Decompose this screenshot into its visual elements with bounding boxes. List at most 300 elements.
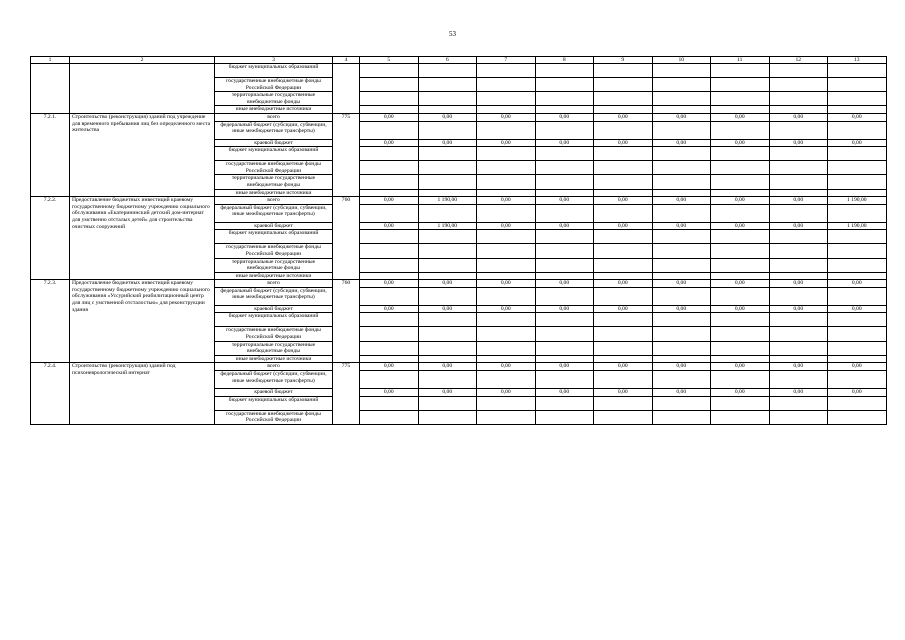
value-cell bbox=[652, 272, 711, 280]
value-cell: 0,00 bbox=[535, 197, 594, 205]
value-cell bbox=[360, 244, 419, 258]
value-cell bbox=[828, 244, 887, 258]
value-cell bbox=[652, 78, 711, 92]
value-cell bbox=[711, 92, 770, 106]
funding-source-label: краевой бюджет bbox=[215, 222, 333, 230]
value-cell bbox=[769, 106, 828, 114]
value-cell bbox=[477, 272, 536, 280]
value-cell bbox=[418, 92, 477, 106]
value-cell bbox=[535, 244, 594, 258]
value-cell bbox=[535, 313, 594, 327]
value-cell bbox=[711, 272, 770, 280]
table-row bbox=[31, 113, 887, 121]
value-cell bbox=[594, 258, 653, 272]
value-cell bbox=[828, 175, 887, 189]
value-cell: 0,00 bbox=[769, 280, 828, 288]
value-cell: 0,00 bbox=[652, 139, 711, 147]
value-cell bbox=[594, 204, 653, 222]
value-cell bbox=[652, 64, 711, 78]
value-cell bbox=[418, 147, 477, 161]
value-cell bbox=[418, 371, 477, 389]
value-cell bbox=[535, 175, 594, 189]
funding-source-label: федеральный бюджет (субсидии, субвенции, иные межбюджетные трансферты) bbox=[215, 204, 333, 222]
code-cell: 760 bbox=[333, 197, 360, 280]
header-cell: 1 bbox=[31, 57, 70, 64]
value-cell bbox=[418, 258, 477, 272]
header-cell: 4 bbox=[333, 57, 360, 64]
value-cell bbox=[769, 230, 828, 244]
value-cell bbox=[652, 341, 711, 355]
value-cell bbox=[711, 396, 770, 410]
value-cell bbox=[360, 106, 419, 114]
value-cell: 1 190,00 bbox=[828, 222, 887, 230]
value-cell: 0,00 bbox=[360, 305, 419, 313]
value-cell bbox=[828, 327, 887, 341]
section-name-cell: Строительство (реконструкция) зданий под психоневрологический интернат bbox=[70, 363, 215, 424]
value-cell bbox=[828, 204, 887, 222]
value-cell: 0,00 bbox=[652, 197, 711, 205]
value-cell bbox=[360, 64, 419, 78]
value-cell bbox=[360, 92, 419, 106]
code-cell: 760 bbox=[333, 280, 360, 363]
value-cell bbox=[535, 121, 594, 139]
value-cell bbox=[828, 341, 887, 355]
value-cell bbox=[652, 313, 711, 327]
value-cell bbox=[477, 244, 536, 258]
value-cell bbox=[594, 327, 653, 341]
value-cell bbox=[769, 64, 828, 78]
value-cell: 0,00 bbox=[418, 113, 477, 121]
value-cell bbox=[769, 287, 828, 305]
value-cell: 0,00 bbox=[360, 222, 419, 230]
page-number: 53 bbox=[449, 30, 456, 38]
section-number-cell: 7.2.1. bbox=[31, 113, 70, 196]
value-cell bbox=[828, 64, 887, 78]
value-cell bbox=[711, 258, 770, 272]
value-cell: 0,00 bbox=[769, 305, 828, 313]
value-cell: 0,00 bbox=[652, 389, 711, 397]
value-cell: 0,00 bbox=[594, 280, 653, 288]
value-cell bbox=[652, 175, 711, 189]
value-cell bbox=[535, 272, 594, 280]
value-cell bbox=[418, 78, 477, 92]
value-cell: 0,00 bbox=[594, 113, 653, 121]
value-cell bbox=[360, 258, 419, 272]
funding-source-label: иные внебюджетные источники bbox=[215, 189, 333, 197]
value-cell bbox=[418, 106, 477, 114]
value-cell: 0,00 bbox=[535, 389, 594, 397]
value-cell bbox=[594, 313, 653, 327]
section-name-cell: Предоставление бюджетных инвестиций краевому государственному бюджетному учреждению социального обслуживания «Екатерининский детский дом-интернат для умственно отсталых детей» для строительства очистных сооружений bbox=[70, 197, 215, 280]
header-cell: 11 bbox=[711, 57, 770, 64]
value-cell bbox=[418, 121, 477, 139]
value-cell bbox=[418, 244, 477, 258]
value-cell bbox=[652, 204, 711, 222]
header-cell: 8 bbox=[535, 57, 594, 64]
header-cell: 6 bbox=[418, 57, 477, 64]
funding-source-label: краевой бюджет bbox=[215, 389, 333, 397]
value-cell bbox=[477, 189, 536, 197]
value-cell bbox=[769, 341, 828, 355]
value-cell bbox=[477, 230, 536, 244]
value-cell bbox=[769, 371, 828, 389]
funding-source-label: иные внебюджетные источники bbox=[215, 355, 333, 363]
value-cell: 0,00 bbox=[360, 113, 419, 121]
funding-source-label: государственные внебюджетные фонды Российской Федерации bbox=[215, 327, 333, 341]
value-cell bbox=[828, 106, 887, 114]
value-cell bbox=[418, 64, 477, 78]
value-cell bbox=[769, 78, 828, 92]
value-cell bbox=[769, 204, 828, 222]
value-cell: 0,00 bbox=[535, 363, 594, 371]
value-cell bbox=[477, 175, 536, 189]
value-cell bbox=[594, 287, 653, 305]
value-cell bbox=[711, 189, 770, 197]
value-cell bbox=[828, 147, 887, 161]
funding-source-label: всего bbox=[215, 363, 333, 371]
value-cell: 1 190,00 bbox=[418, 222, 477, 230]
value-cell bbox=[535, 341, 594, 355]
value-cell bbox=[652, 244, 711, 258]
value-cell bbox=[594, 161, 653, 175]
value-cell bbox=[594, 189, 653, 197]
funding-source-label: государственные внебюджетные фонды Российской Федерации bbox=[215, 410, 333, 424]
value-cell bbox=[594, 355, 653, 363]
value-cell bbox=[711, 161, 770, 175]
value-cell: 0,00 bbox=[535, 280, 594, 288]
value-cell bbox=[360, 371, 419, 389]
header-cell: 5 bbox=[360, 57, 419, 64]
value-cell bbox=[477, 396, 536, 410]
value-cell bbox=[594, 371, 653, 389]
value-cell bbox=[477, 78, 536, 92]
value-cell bbox=[769, 258, 828, 272]
value-cell bbox=[535, 78, 594, 92]
value-cell bbox=[360, 78, 419, 92]
value-cell bbox=[711, 327, 770, 341]
funding-source-label: бюджет муниципальных образований bbox=[215, 313, 333, 327]
budget-table bbox=[30, 56, 887, 425]
value-cell: 0,00 bbox=[594, 197, 653, 205]
value-cell bbox=[652, 371, 711, 389]
value-cell bbox=[711, 371, 770, 389]
section-name-cell: Предоставление бюджетных инвестиций краевому государственному бюджетному учреждению социального обслуживания «Уссурийский реабилитационный центр для лиц с умственной отсталостью» для реконструкции здания bbox=[70, 280, 215, 363]
value-cell bbox=[769, 355, 828, 363]
value-cell bbox=[711, 244, 770, 258]
value-cell bbox=[828, 410, 887, 424]
value-cell: 0,00 bbox=[828, 113, 887, 121]
funding-source-label: федеральный бюджет (субсидии, субвенции, иные межбюджетные трансферты) bbox=[215, 287, 333, 305]
value-cell: 0,00 bbox=[711, 280, 770, 288]
value-cell bbox=[535, 287, 594, 305]
value-cell bbox=[360, 410, 419, 424]
value-cell bbox=[418, 175, 477, 189]
value-cell: 0,00 bbox=[594, 363, 653, 371]
value-cell bbox=[594, 106, 653, 114]
section-name-cell bbox=[70, 64, 215, 114]
value-cell: 0,00 bbox=[360, 389, 419, 397]
code-cell: 775 bbox=[333, 113, 360, 196]
value-cell bbox=[652, 189, 711, 197]
value-cell: 0,00 bbox=[594, 139, 653, 147]
value-cell: 0,00 bbox=[535, 139, 594, 147]
value-cell: 0,00 bbox=[711, 222, 770, 230]
funding-source-label: бюджет муниципальных образований bbox=[215, 147, 333, 161]
value-cell bbox=[477, 313, 536, 327]
value-cell bbox=[828, 121, 887, 139]
value-cell: 0,00 bbox=[711, 197, 770, 205]
value-cell bbox=[594, 121, 653, 139]
table-row bbox=[31, 197, 887, 205]
value-cell: 0,00 bbox=[711, 363, 770, 371]
header-cell: 3 bbox=[215, 57, 333, 64]
table-header-row bbox=[31, 57, 887, 64]
value-cell: 0,00 bbox=[711, 113, 770, 121]
value-cell: 0,00 bbox=[594, 222, 653, 230]
section-name-cell: Строительство (реконструкция) зданий под учреждение для временного пребывания лиц без определенного места жительства bbox=[70, 113, 215, 196]
header-cell: 2 bbox=[70, 57, 215, 64]
value-cell bbox=[652, 147, 711, 161]
value-cell bbox=[594, 396, 653, 410]
value-cell bbox=[418, 396, 477, 410]
section-number-cell bbox=[31, 64, 70, 114]
header-cell: 12 bbox=[769, 57, 828, 64]
value-cell bbox=[594, 147, 653, 161]
value-cell bbox=[477, 410, 536, 424]
value-cell bbox=[711, 355, 770, 363]
table-row bbox=[31, 64, 887, 78]
value-cell bbox=[594, 244, 653, 258]
value-cell: 0,00 bbox=[477, 389, 536, 397]
value-cell bbox=[477, 92, 536, 106]
value-cell bbox=[477, 64, 536, 78]
value-cell bbox=[711, 78, 770, 92]
value-cell: 0,00 bbox=[477, 222, 536, 230]
value-cell: 0,00 bbox=[477, 305, 536, 313]
value-cell bbox=[477, 106, 536, 114]
value-cell bbox=[535, 92, 594, 106]
value-cell bbox=[477, 341, 536, 355]
value-cell bbox=[828, 355, 887, 363]
value-cell bbox=[535, 147, 594, 161]
section-number-cell: 7.2.2. bbox=[31, 197, 70, 280]
funding-source-label: территориальные государственные внебюджетные фонды bbox=[215, 341, 333, 355]
value-cell: 0,00 bbox=[594, 389, 653, 397]
value-cell: 0,00 bbox=[652, 222, 711, 230]
value-cell: 0,00 bbox=[652, 305, 711, 313]
value-cell bbox=[477, 371, 536, 389]
code-cell bbox=[333, 64, 360, 114]
header-cell: 9 bbox=[594, 57, 653, 64]
section-number-cell: 7.2.4. bbox=[31, 363, 70, 424]
value-cell bbox=[418, 341, 477, 355]
section-number-cell: 7.2.3. bbox=[31, 280, 70, 363]
funding-source-label: бюджет муниципальных образований bbox=[215, 230, 333, 244]
value-cell: 0,00 bbox=[418, 305, 477, 313]
value-cell bbox=[769, 147, 828, 161]
funding-source-label: территориальные государственные внебюджетные фонды bbox=[215, 175, 333, 189]
value-cell bbox=[769, 161, 828, 175]
value-cell: 0,00 bbox=[360, 280, 419, 288]
funding-source-label: территориальные государственные внебюджетные фонды bbox=[215, 258, 333, 272]
value-cell bbox=[418, 161, 477, 175]
funding-source-label: всего bbox=[215, 280, 333, 288]
value-cell: 0,00 bbox=[535, 113, 594, 121]
value-cell bbox=[535, 64, 594, 78]
value-cell bbox=[477, 161, 536, 175]
value-cell: 0,00 bbox=[711, 139, 770, 147]
value-cell bbox=[360, 355, 419, 363]
funding-source-label: государственные внебюджетные фонды Российской Федерации bbox=[215, 161, 333, 175]
value-cell bbox=[828, 78, 887, 92]
value-cell bbox=[418, 287, 477, 305]
value-cell bbox=[711, 410, 770, 424]
value-cell bbox=[360, 121, 419, 139]
value-cell: 0,00 bbox=[711, 389, 770, 397]
funding-source-label: федеральный бюджет (субсидии, субвенции, иные межбюджетные трансферты) bbox=[215, 371, 333, 389]
value-cell bbox=[418, 313, 477, 327]
value-cell: 0,00 bbox=[652, 280, 711, 288]
value-cell bbox=[477, 258, 536, 272]
value-cell bbox=[828, 258, 887, 272]
funding-source-label: краевой бюджет bbox=[215, 305, 333, 313]
value-cell bbox=[535, 355, 594, 363]
value-cell bbox=[711, 147, 770, 161]
value-cell bbox=[594, 341, 653, 355]
value-cell bbox=[477, 147, 536, 161]
value-cell bbox=[769, 272, 828, 280]
value-cell bbox=[652, 121, 711, 139]
value-cell bbox=[418, 327, 477, 341]
funding-source-label: всего bbox=[215, 113, 333, 121]
value-cell: 0,00 bbox=[828, 139, 887, 147]
value-cell bbox=[769, 410, 828, 424]
value-cell bbox=[769, 175, 828, 189]
value-cell bbox=[769, 327, 828, 341]
value-cell bbox=[652, 92, 711, 106]
funding-source-label: государственные внебюджетные фонды Российской Федерации bbox=[215, 244, 333, 258]
value-cell bbox=[360, 287, 419, 305]
value-cell bbox=[418, 189, 477, 197]
funding-source-label: иные внебюджетные источники bbox=[215, 272, 333, 280]
value-cell bbox=[652, 396, 711, 410]
value-cell bbox=[711, 230, 770, 244]
value-cell bbox=[594, 230, 653, 244]
value-cell bbox=[477, 204, 536, 222]
value-cell bbox=[652, 410, 711, 424]
header-cell: 7 bbox=[477, 57, 536, 64]
funding-source-label: государственные внебюджетные фонды Российской Федерации bbox=[215, 78, 333, 92]
value-cell bbox=[594, 78, 653, 92]
value-cell: 0,00 bbox=[477, 139, 536, 147]
funding-source-label: краевой бюджет bbox=[215, 139, 333, 147]
value-cell bbox=[360, 230, 419, 244]
value-cell: 0,00 bbox=[418, 363, 477, 371]
value-cell bbox=[535, 230, 594, 244]
value-cell bbox=[769, 121, 828, 139]
value-cell bbox=[418, 204, 477, 222]
value-cell bbox=[594, 175, 653, 189]
value-cell bbox=[477, 287, 536, 305]
value-cell bbox=[711, 64, 770, 78]
value-cell bbox=[828, 371, 887, 389]
value-cell: 0,00 bbox=[828, 363, 887, 371]
value-cell bbox=[594, 92, 653, 106]
value-cell bbox=[360, 147, 419, 161]
value-cell bbox=[711, 121, 770, 139]
value-cell bbox=[711, 341, 770, 355]
value-cell bbox=[828, 189, 887, 197]
value-cell bbox=[418, 230, 477, 244]
value-cell bbox=[652, 230, 711, 244]
header-cell: 13 bbox=[828, 57, 887, 64]
value-cell: 0,00 bbox=[769, 389, 828, 397]
value-cell bbox=[360, 175, 419, 189]
value-cell: 0,00 bbox=[828, 305, 887, 313]
value-cell: 0,00 bbox=[477, 197, 536, 205]
value-cell bbox=[711, 287, 770, 305]
value-cell bbox=[477, 327, 536, 341]
value-cell bbox=[652, 106, 711, 114]
funding-source-label: бюджет муниципальных образований bbox=[215, 396, 333, 410]
value-cell bbox=[418, 272, 477, 280]
value-cell bbox=[711, 175, 770, 189]
funding-source-label: иные внебюджетные источники bbox=[215, 106, 333, 114]
value-cell bbox=[652, 327, 711, 341]
value-cell bbox=[360, 272, 419, 280]
value-cell: 0,00 bbox=[418, 280, 477, 288]
value-cell: 0,00 bbox=[535, 222, 594, 230]
value-cell bbox=[769, 189, 828, 197]
value-cell bbox=[711, 313, 770, 327]
value-cell: 0,00 bbox=[769, 363, 828, 371]
funding-source-label: бюджет муниципальных образований bbox=[215, 64, 333, 78]
value-cell bbox=[535, 161, 594, 175]
value-cell: 0,00 bbox=[477, 363, 536, 371]
value-cell: 1 190,00 bbox=[418, 197, 477, 205]
value-cell bbox=[477, 121, 536, 139]
value-cell bbox=[360, 189, 419, 197]
value-cell bbox=[360, 396, 419, 410]
value-cell bbox=[594, 410, 653, 424]
value-cell bbox=[360, 313, 419, 327]
value-cell bbox=[711, 204, 770, 222]
code-cell: 775 bbox=[333, 363, 360, 424]
header-cell: 10 bbox=[652, 57, 711, 64]
value-cell: 0,00 bbox=[828, 280, 887, 288]
value-cell bbox=[828, 92, 887, 106]
value-cell: 0,00 bbox=[652, 363, 711, 371]
value-cell: 0,00 bbox=[828, 389, 887, 397]
value-cell bbox=[652, 258, 711, 272]
value-cell bbox=[828, 287, 887, 305]
value-cell bbox=[535, 410, 594, 424]
value-cell bbox=[535, 204, 594, 222]
value-cell: 0,00 bbox=[769, 222, 828, 230]
value-cell bbox=[360, 204, 419, 222]
value-cell bbox=[711, 106, 770, 114]
value-cell bbox=[828, 161, 887, 175]
funding-source-label: территориальные государственные внебюджетные фонды bbox=[215, 92, 333, 106]
funding-source-label: федеральный бюджет (субсидии, субвенции, иные межбюджетные трансферты) bbox=[215, 121, 333, 139]
value-cell: 0,00 bbox=[360, 363, 419, 371]
value-cell bbox=[652, 287, 711, 305]
table-body bbox=[31, 57, 887, 425]
value-cell: 0,00 bbox=[769, 113, 828, 121]
value-cell bbox=[828, 230, 887, 244]
value-cell: 0,00 bbox=[652, 113, 711, 121]
value-cell bbox=[360, 161, 419, 175]
